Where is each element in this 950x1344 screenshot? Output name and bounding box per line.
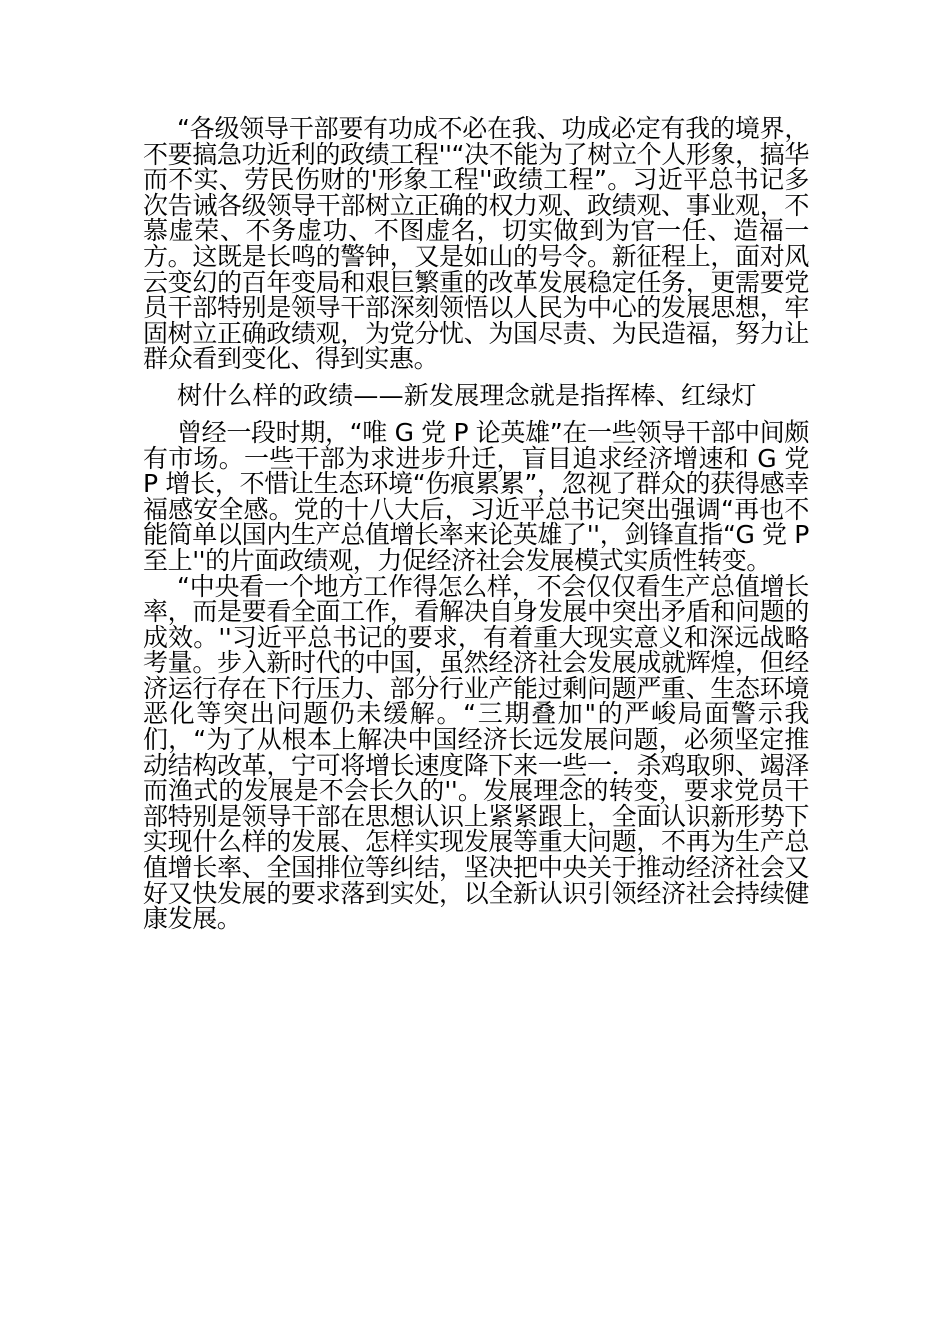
section-paragraph-1: 曾经一段时期，“唯 G 党 P 论英雄”在一些领导干部中间颇有市场。一些干部为求进步升迁，盲目追求经济增速和 G 党 P 增长，不惜让生态环境“伤痕累累”，忽视了群众的获得感幸福感安全感。党的十八大后，习近平总书记突出强调“再也不能简单以国内生产总值增长率来论英雄了''，剑锋直指“G 党 P 至上''的片面政绩观，力促经济社会发展模式实质性转变。 — [143, 417, 809, 575]
section-paragraph-2: “中央看一个地方工作得怎么样，不会仅仅看生产总值增长率，而是要看全面工作，看解决自身发展中突出矛盾和问题的成效。''习近平总书记的要求，有着重大现实意义和深远战略考量。步入新时代的中国，虽然经济社会发展成就辉煌，但经济运行存在下行压力、部分行业产能过剩问题严重、生态环境恶化等突出问题仍未缓解。“三期叠加"的严峻局面警示我们，“为了从根本上解决中国经济长远发展问题，必须坚定推动结构改革，宁可将增长速度降下来一些一．杀鸡取卵、竭泽而渔式的发展是不会长久的''。发展理念的转变，要求党员干部特别是领导干部在思想认识上紧紧跟上，全面认识新形势下实现什么样的发展、怎样实现发展等重大问题，不再为生产总值增长率、全国排位等纠结，坚决把中央关于推动经济社会又好又快发展的要求落到实处，以全新认识引领经济社会持续健康发展。 — [143, 571, 809, 934]
section-heading: 树什么样的政绩——新发展理念就是指挥棒、红绿灯 — [177, 380, 757, 410]
intro-paragraph: “各级领导干部要有功成不必在我、功成必定有我的境界，不要搞急功近利的政绩工程''“决不能为了树立个人形象，搞华而不实、劳民伤财的'形象工程''政绩工程”。习近平总书记多次告诫各级领导干部树立正确的权力观、政绩观、事业观，不慕虚荣、不务虚功、不图虚名，切实做到为官一任、造福一方。这既是长鸣的警钟，又是如山的号令。新征程上，面对风云变幻的百年变局和艰巨繁重的改革发展稳定任务，更需要党员干部特别是领导干部深刻领悟以人民为中心的发展思想，牢固树立正确政绩观，为党分忧、为国尽责、为民造福，努力让群众看到变化、得到实惠。 — [143, 114, 809, 374]
document-body — [143, 116, 809, 932]
